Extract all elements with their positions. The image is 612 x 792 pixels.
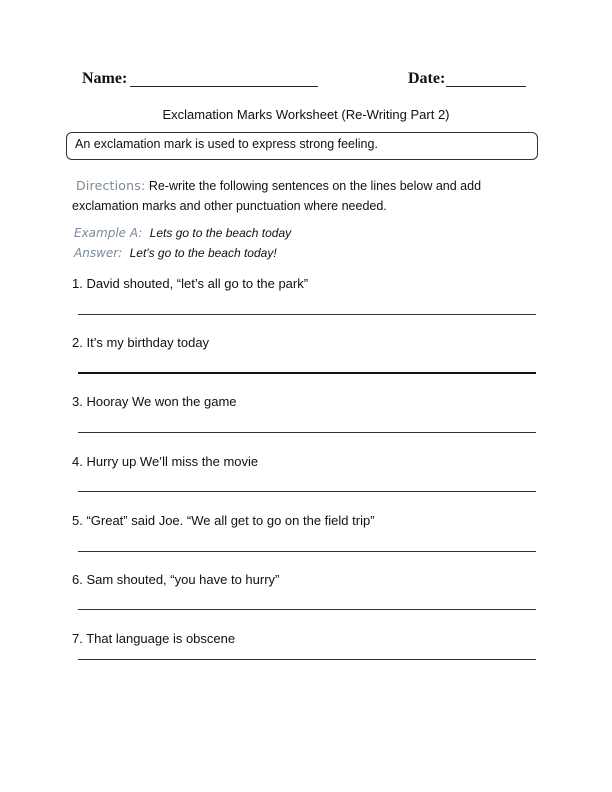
answer-line-1[interactable] (78, 314, 536, 315)
question-6: 6. Sam shouted, “you have to hurry” (72, 572, 280, 587)
directions-label: Directions: (76, 178, 146, 193)
question-7: 7. That language is obscene (72, 631, 236, 646)
directions-text: Re-write the following sentences on the lines below and add exclamation marks and other punctuation where needed. (72, 179, 482, 213)
example-label: Example A: (74, 226, 143, 240)
question-2: 2. It’s my birthday today (72, 335, 210, 350)
example-text: Lets go to the beach today (149, 226, 292, 240)
name-label: Name: (82, 70, 128, 87)
question-5: 5. “Great” said Joe. “We all get to go on the field trip” (72, 513, 375, 528)
answer-line-5[interactable] (78, 551, 536, 552)
name-field[interactable] (130, 86, 318, 87)
date-field[interactable] (446, 86, 526, 87)
date-label: Date: (408, 70, 446, 87)
answer-line-2[interactable] (78, 372, 536, 374)
answer-line-6[interactable] (78, 609, 536, 610)
answer-label: Answer: (74, 246, 123, 260)
directions (72, 176, 542, 216)
definition-box (66, 132, 538, 160)
question-3: 3. Hooray We won the game (72, 394, 237, 409)
question-1: 1. David shouted, “let’s all go to the park” (72, 276, 309, 291)
answer-text: Let's go to the beach today! (129, 246, 277, 260)
answer-line-3[interactable] (78, 432, 536, 433)
definition-text: An exclamation mark is used to express strong feeling. (75, 137, 378, 151)
worksheet-title: Exclamation Marks Worksheet (Re-Writing Part 2) (162, 107, 450, 122)
answer-row (74, 246, 277, 260)
question-4: 4. Hurry up We’ll miss the movie (72, 454, 259, 469)
answer-line-7[interactable] (78, 659, 536, 660)
answer-line-4[interactable] (78, 491, 536, 492)
example-row (74, 226, 291, 240)
